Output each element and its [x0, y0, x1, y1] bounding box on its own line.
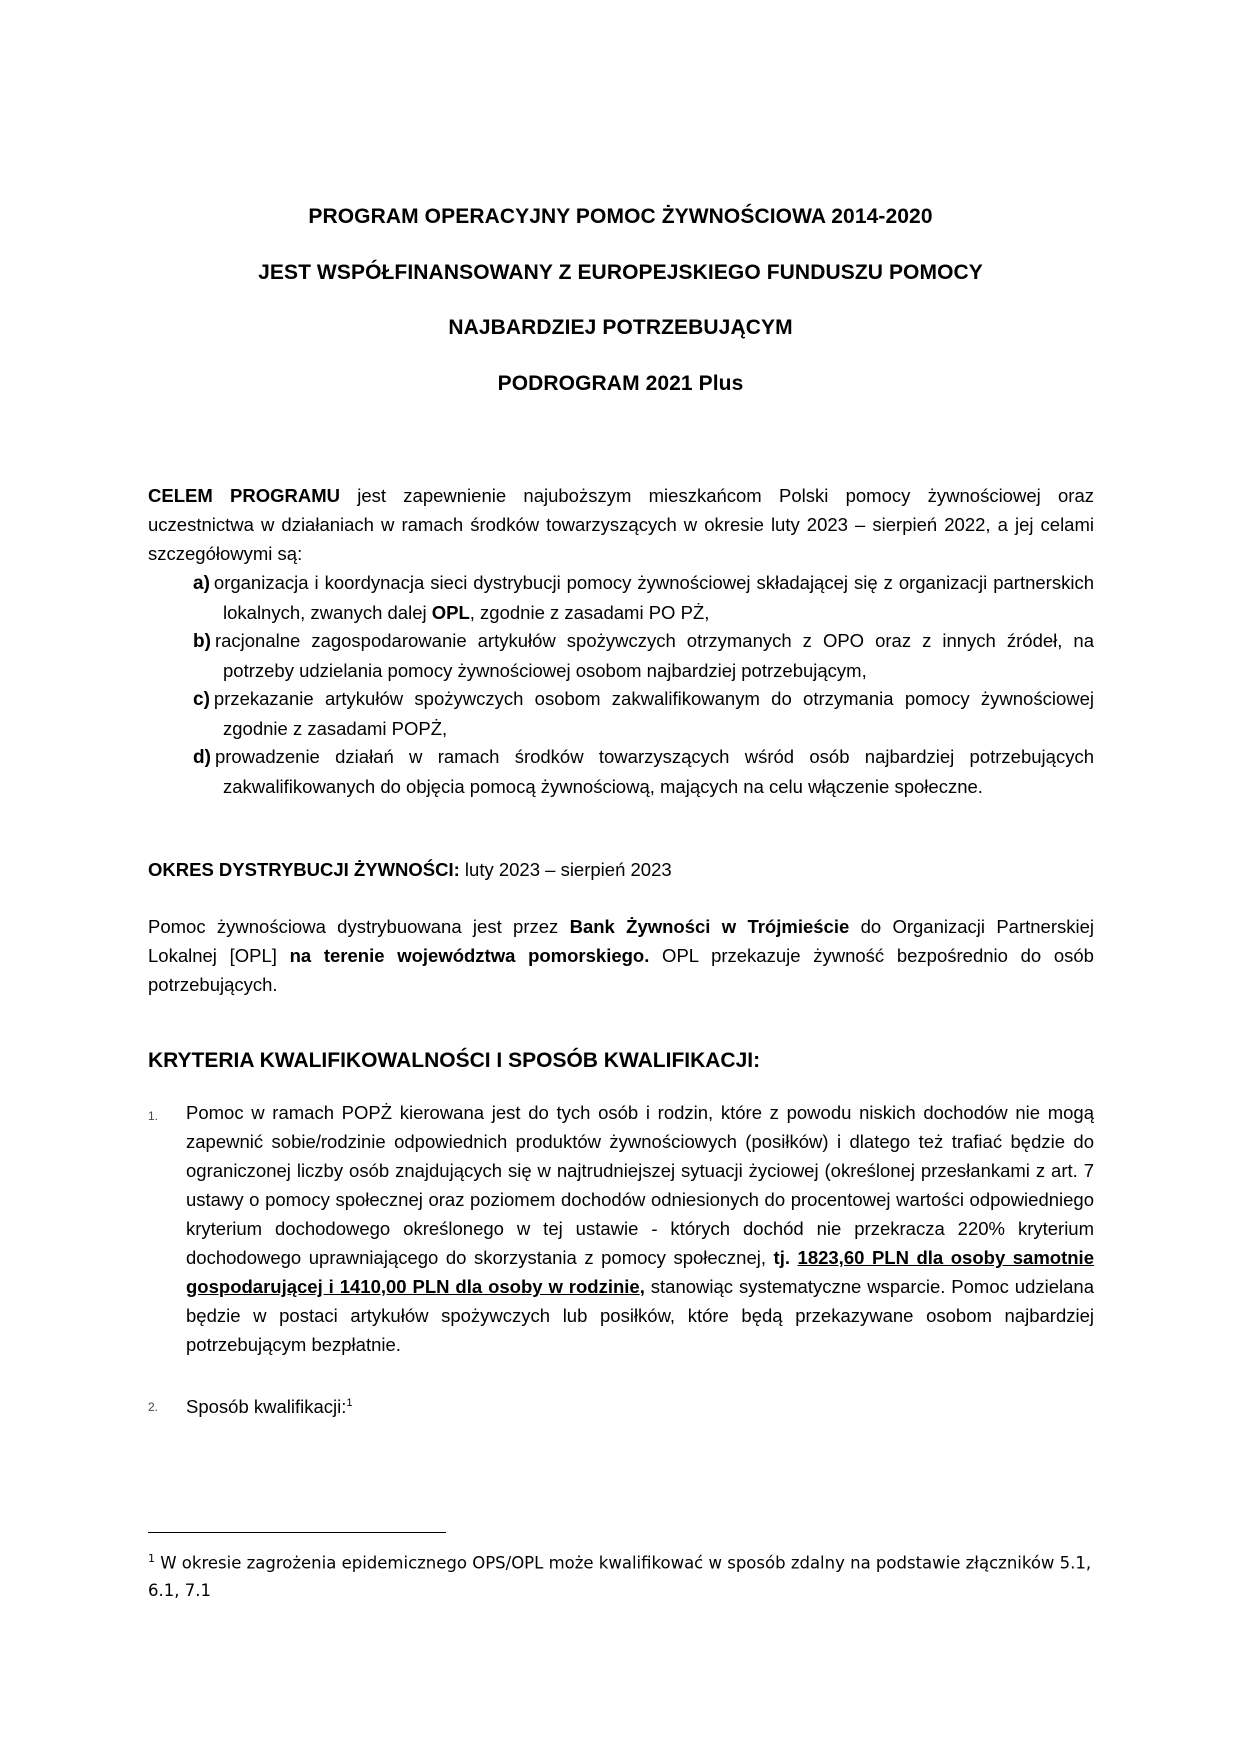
- goal-lead: CELEM PROGRAMU: [148, 485, 340, 506]
- goal-item-label: b): [193, 631, 211, 652]
- footnote: [148, 1545, 1094, 1604]
- distribution-period-label: OKRES DYSTRYBUCJI ŻYWNOŚCI:: [148, 859, 460, 880]
- goal-item-label: d): [193, 747, 211, 768]
- goal-item-text: racjonalne zagospodarowanie artykułów spożywczych otrzymanych z OPO oraz z innych źródeł, na potrzeby udzielania pomocy żywnościowej osobom najbardziej potrzebującym,: [214, 630, 1094, 681]
- title-line-2: JEST WSPÓŁFINANSOWANY Z EUROPEJSKIEGO FUNDUSZU POMOCY: [258, 261, 983, 284]
- goal-item-text: przekazanie artykułów spożywczych osobom zakwalifikowanym do otrzymania pomocy żywnościowej zgodnie z zasadami POPŻ,: [213, 688, 1094, 739]
- goal-item-c: [193, 684, 1094, 743]
- criteria-text-end: stanowiąc systematyczne wsparcie. Pomoc udzielana będzie w postaci artykułów spożywczych lub posiłków, które będą przekazywane osobom najbardziej potrzebującym bezpłatnie.: [186, 1276, 1094, 1355]
- footnote-number: 1: [148, 1552, 155, 1565]
- region-name: na terenie województwa pomorskiego.: [289, 945, 650, 966]
- aid-text-2: do Organizacji Partnerskiej Lokalnej [OPL]: [148, 916, 1094, 966]
- distribution-period: [148, 855, 1094, 884]
- goal-item-a: [193, 568, 1094, 627]
- list-number: 1.: [148, 1109, 159, 1123]
- title-line-1: PROGRAM OPERACYJNY POMOC ŻYWNOŚCIOWA 2014-2020: [308, 205, 933, 228]
- footnote-separator: [148, 1532, 446, 1533]
- distribution-period-value: luty 2023 – sierpień 2023: [459, 859, 672, 880]
- income-threshold: 1823,60 PLN dla osoby samotnie gospodarującej i 1410,00 PLN dla osoby w rodzinie: [186, 1247, 1094, 1297]
- goal-item-bold: OPL: [431, 602, 470, 623]
- goal-item-text: prowadzenie działań w ramach środków towarzyszących wśród osób najbardziej potrzebujących zakwalifikowanych do objęcia pomocą żywnościową, mających na celu włączenie społeczne.: [214, 746, 1094, 797]
- title-line-4: PODROGRAM 2021 Plus: [497, 372, 744, 395]
- footnote-text: W okresie zagrożenia epidemicznego OPS/OPL może kwalifikować w sposób zdalny na podstawie złączników 5.1, 6.1, 7.1: [148, 1553, 1092, 1600]
- goal-paragraph: [148, 481, 1094, 568]
- aid-paragraph: [148, 912, 1094, 999]
- qualification-method: Sposób kwalifikacji:: [186, 1396, 347, 1418]
- criteria-item-2: [148, 1389, 1094, 1421]
- food-bank-name: Bank Żywności w Trójmieście: [569, 916, 850, 937]
- goal-item-text-end: , zgodnie z zasadami PO PŻ,: [469, 602, 710, 623]
- goal-item-text: organizacja i koordynacja sieci dystrybucji pomocy żywnościowej składającej się z organizacji partnerskich lokalnych, zwanych dalej: [213, 572, 1094, 623]
- criteria-text: Pomoc w ramach POPŻ kierowana jest do tych osób i rodzin, które z powodu niskich dochodów nie mogą zapewnić sobie/rodzinie odpowiednich produktów żywnościowych (posiłków) i dlatego też trafiać będzie do ograniczonej liczby osób znajdujących się w najtrudniejszej sytuacji życiowej (określonej przesłankami z art. 7 ustawy o pomocy społecznej oraz poziomem dochodów odniesionych do procentowej wartości odpowiedniego kryterium dochodowego określonego w tej ustawie - których dochód nie przekracza 220% kryterium dochodowego uprawniającego do skorzystania z pomocy społecznej,: [186, 1102, 1094, 1268]
- goal-item-label: c): [193, 689, 210, 710]
- goal-item-b: [193, 626, 1094, 685]
- criteria-item-1: [148, 1098, 1094, 1359]
- footnote-ref: 1: [346, 1397, 353, 1409]
- goal-item-label: a): [193, 573, 210, 594]
- criteria-heading: KRYTERIA KWALIFIKOWALNOŚCI I SPOSÓB KWALIFIKACJI:: [148, 1049, 761, 1072]
- title-line-3: NAJBARDZIEJ POTRZEBUJĄCYM: [448, 316, 793, 339]
- criteria-bold: tj.: [773, 1247, 798, 1268]
- aid-text-1: Pomoc żywnościowa dystrybuowana jest przez: [148, 916, 570, 937]
- goal-text: jest zapewnienie najuboższym mieszkańcom Polski pomocy żywnościowej oraz uczestnictwa w działaniach w ramach środków towarzyszących w okresie luty 2023 – sierpień 2022, a jej celami szczegółowymi są:: [148, 485, 1094, 564]
- list-number: 2.: [148, 1400, 159, 1414]
- aid-text-3: OPL przekazuje żywność bezpośrednio do osób potrzebujących.: [148, 945, 1094, 995]
- criteria-bold-comma: ,: [639, 1276, 645, 1297]
- goal-item-d: [193, 742, 1094, 801]
